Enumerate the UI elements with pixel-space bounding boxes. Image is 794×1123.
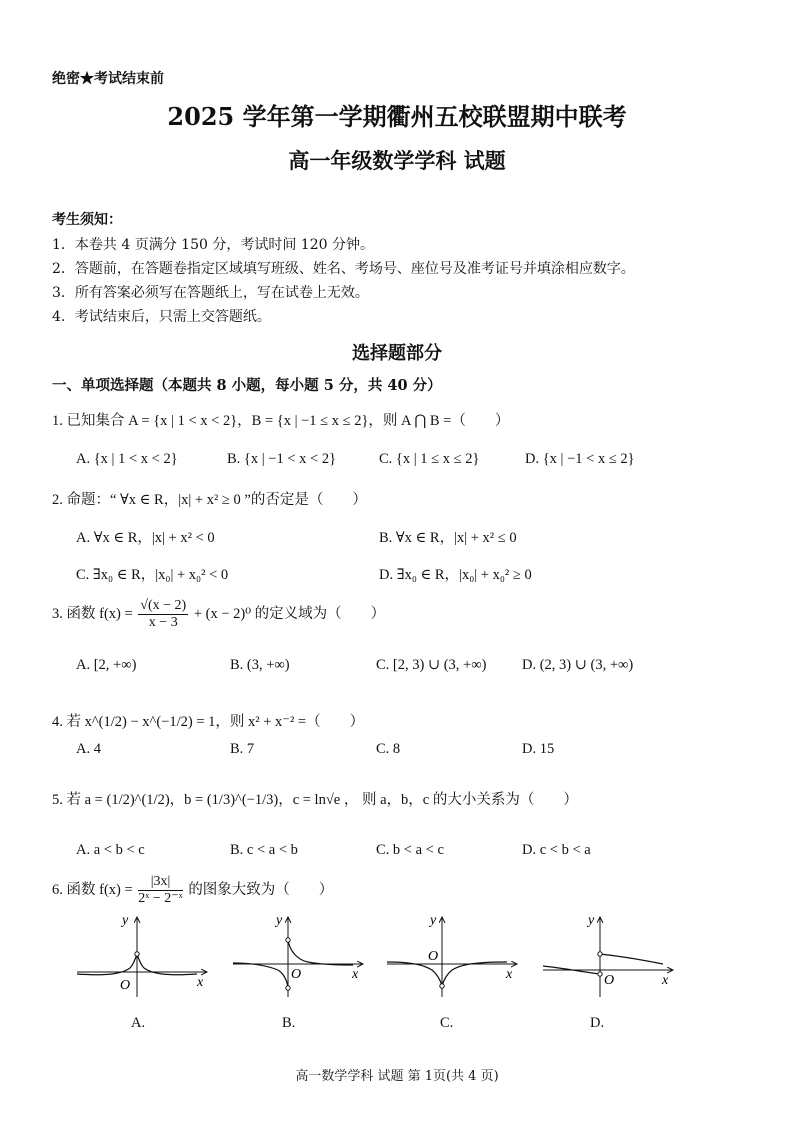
q4-option-a: A. 4 (76, 741, 101, 757)
open-point (598, 972, 602, 976)
q3-suffix: + (x − 2)⁰ 的定义域为（ ） (193, 605, 386, 622)
q3-prefix: 3. 函数 f(x) = (52, 605, 133, 622)
q1-option-c: C. {x | 1 ≤ x ≤ 2} (379, 451, 480, 467)
open-point (286, 986, 290, 990)
section-title: 选择题部分 (352, 343, 442, 364)
part-title: 一、单项选择题（本题共 8 小题，每小题 5 分，共 40 分） (52, 377, 442, 394)
q4-option-b: B. 7 (230, 741, 255, 757)
open-point (286, 938, 290, 942)
q3-numerator: √(x − 2) (140, 598, 187, 613)
q2-option-a: A. ∀x ∈ R，|x| + x² < 0 (76, 530, 215, 546)
x-label: x (352, 967, 359, 982)
y-label: y (588, 913, 595, 928)
q3-denominator: x − 3 (148, 615, 178, 630)
q3-option-a: A. [2, +∞) (76, 657, 137, 673)
notice-item: 4．考试结束后，只需上交答题纸。 (52, 309, 271, 325)
notice-item: 1．本卷共 4 页满分 150 分，考试时间 120 分钟。 (52, 237, 374, 253)
question-4-stem: 4. 若 x^(1/2) − x^(−1/2) = 1，则 x² + x⁻² =（ ） (52, 714, 365, 730)
curve-right (600, 954, 663, 964)
q4-option-d: D. 15 (522, 741, 555, 757)
q5-option-b: B. c < a < b (230, 842, 298, 858)
q6-graph-b (228, 912, 368, 1002)
q2-option-c: C. ∃x₀ ∈ R，|x₀| + x₀² < 0 (76, 567, 229, 583)
q6-option-b: B. (282, 1015, 296, 1031)
q6-fraction (138, 874, 182, 907)
q6-option-a: A. (131, 1015, 146, 1031)
q3-option-c: C. [2, 3) ∪ (3, +∞) (376, 657, 487, 673)
origin-label: O (428, 949, 439, 964)
confidential-label: 绝密★考试结束前 (52, 71, 164, 87)
notice-item: 2．答题前，在答题卷指定区域填写班级、姓名、考场号、座位号及准考证号并填涂相应数字。 (52, 261, 635, 277)
q6-graph-d (538, 912, 678, 1002)
curve (387, 962, 507, 986)
origin-label: O (604, 973, 615, 988)
q1-option-b: B. {x | −1 < x < 2} (227, 451, 337, 467)
open-point (135, 952, 139, 956)
question-3-stem (52, 598, 385, 631)
origin-label: O (291, 967, 302, 982)
exam-title: 2025 学年第一学期衢州五校联盟期中联考 (167, 102, 627, 131)
question-6-stem (52, 874, 333, 907)
curve-right (288, 940, 353, 965)
q6-denominator: 2ˣ − 2⁻ˣ (138, 891, 183, 906)
q6-option-d: D. (590, 1015, 605, 1031)
q6-graph-c (382, 912, 522, 1002)
origin-label: O (120, 978, 131, 993)
q5-option-d: D. c < b < a (522, 842, 591, 858)
question-5-stem: 5. 若 a = (1/2)^(1/2)，b = (1/3)^(−1/3)，c = ln√e ， 则 a，b，c 的大小关系为（ ） (52, 792, 578, 808)
page-footer: 高一数学学科 试题 第 1页(共 4 页) (295, 1069, 499, 1084)
y-label: y (430, 913, 437, 928)
q2-option-b: B. ∀x ∈ R，|x| + x² ≤ 0 (379, 530, 517, 546)
notice-heading: 考生须知： (52, 212, 122, 228)
q5-option-c: C. b < a < c (376, 842, 444, 858)
q6-suffix: 的图象大致为（ ） (188, 881, 334, 898)
notice-item: 3．所有答案必须写在答题纸上，写在试卷上无效。 (52, 285, 369, 301)
question-2-stem: 2. 命题：“ ∀x ∈ R，|x| + x² ≥ 0 ”的否定是（ ） (52, 492, 367, 508)
q2-option-d: D. ∃x₀ ∈ R，|x₀| + x₀² ≥ 0 (379, 567, 532, 583)
x-label: x (506, 967, 513, 982)
exam-subtitle: 高一年级数学学科 试题 (288, 148, 506, 173)
curve-left (233, 963, 288, 988)
q4-option-c: C. 8 (376, 741, 401, 757)
q5-option-a: A. a < b < c (76, 842, 145, 858)
q3-fraction (138, 598, 188, 631)
q3-option-d: D. (2, 3) ∪ (3, +∞) (522, 657, 634, 673)
open-point (598, 952, 602, 956)
q1-option-d: D. {x | −1 < x ≤ 2} (525, 451, 635, 467)
q3-option-b: B. (3, +∞) (230, 657, 290, 673)
question-1-stem: 1. 已知集合 A = {x | 1 < x < 2}，B = {x | −1 ≤ x ≤ 2}，则 A ⋂ B =（ ） (52, 413, 510, 429)
q6-option-c: C. (440, 1015, 454, 1031)
open-point (440, 984, 444, 988)
y-label: y (276, 913, 283, 928)
x-label: x (662, 973, 669, 988)
q1-option-a: A. {x | 1 < x < 2} (76, 451, 178, 467)
x-label: x (197, 975, 204, 990)
y-label: y (122, 913, 129, 928)
q6-graph-a (72, 912, 212, 1002)
q6-numerator: |3x| (138, 874, 182, 891)
q6-prefix: 6. 函数 f(x) = (52, 881, 133, 898)
